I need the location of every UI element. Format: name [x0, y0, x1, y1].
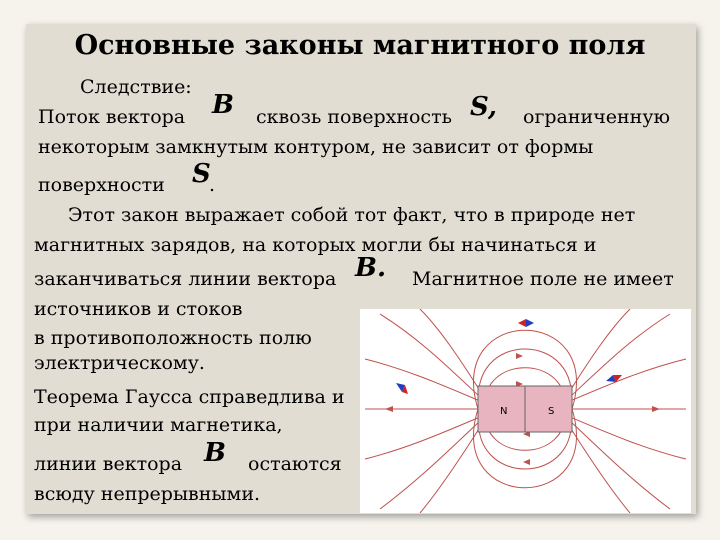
north-pole-label: N	[500, 406, 508, 417]
law-line1: Этот закон выражает собой тот факт, что в природе нет	[68, 204, 636, 226]
symbol-s2: S	[192, 159, 211, 189]
symbol-b3: B	[204, 438, 226, 468]
south-pole-label: S	[548, 406, 555, 417]
symbol-b: B	[212, 90, 234, 120]
law-line6: электрическому.	[34, 352, 205, 374]
law-line2: магнитных зарядов, на которых могли бы начинаться и	[34, 234, 597, 256]
gauss-line2: при наличии магнетика,	[34, 414, 283, 436]
symbol-s: S,	[470, 92, 497, 122]
gauss-line3-a: линии вектора	[34, 453, 183, 475]
compass-needle-left	[396, 383, 408, 394]
law-line4: источников и стоков	[34, 298, 243, 320]
law-line3-b: Магнитное поле не имеет	[412, 268, 674, 290]
law-line3-a: заканчиваться линии вектора	[34, 268, 337, 290]
gauss-line4: всюду непрерывными.	[34, 483, 261, 505]
gauss-line3-b: остаются	[248, 453, 342, 475]
bar-magnet	[478, 386, 572, 432]
page-title: Основные законы магнитного поля	[74, 30, 646, 61]
corollary-line1-b: сквозь поверхность	[256, 106, 452, 128]
corollary-line3-end: .	[209, 174, 216, 196]
corollary-line1-a: Поток вектора	[38, 106, 186, 128]
corollary-line1-c: ограниченную	[523, 106, 671, 128]
corollary-line2: некоторым замкнутым контуром, не зависит от формы	[38, 136, 594, 158]
field-lines-diagram	[360, 309, 691, 513]
law-line5: в противоположность полю	[34, 327, 312, 349]
corollary-line3: поверхности	[38, 174, 165, 196]
symbol-b2: B.	[355, 253, 387, 283]
corollary-heading: Следствие:	[80, 76, 192, 98]
magnet-field-figure	[360, 309, 691, 513]
gauss-line1: Теорема Гаусса справедлива и	[34, 386, 345, 408]
compass-needle-top	[518, 319, 534, 327]
